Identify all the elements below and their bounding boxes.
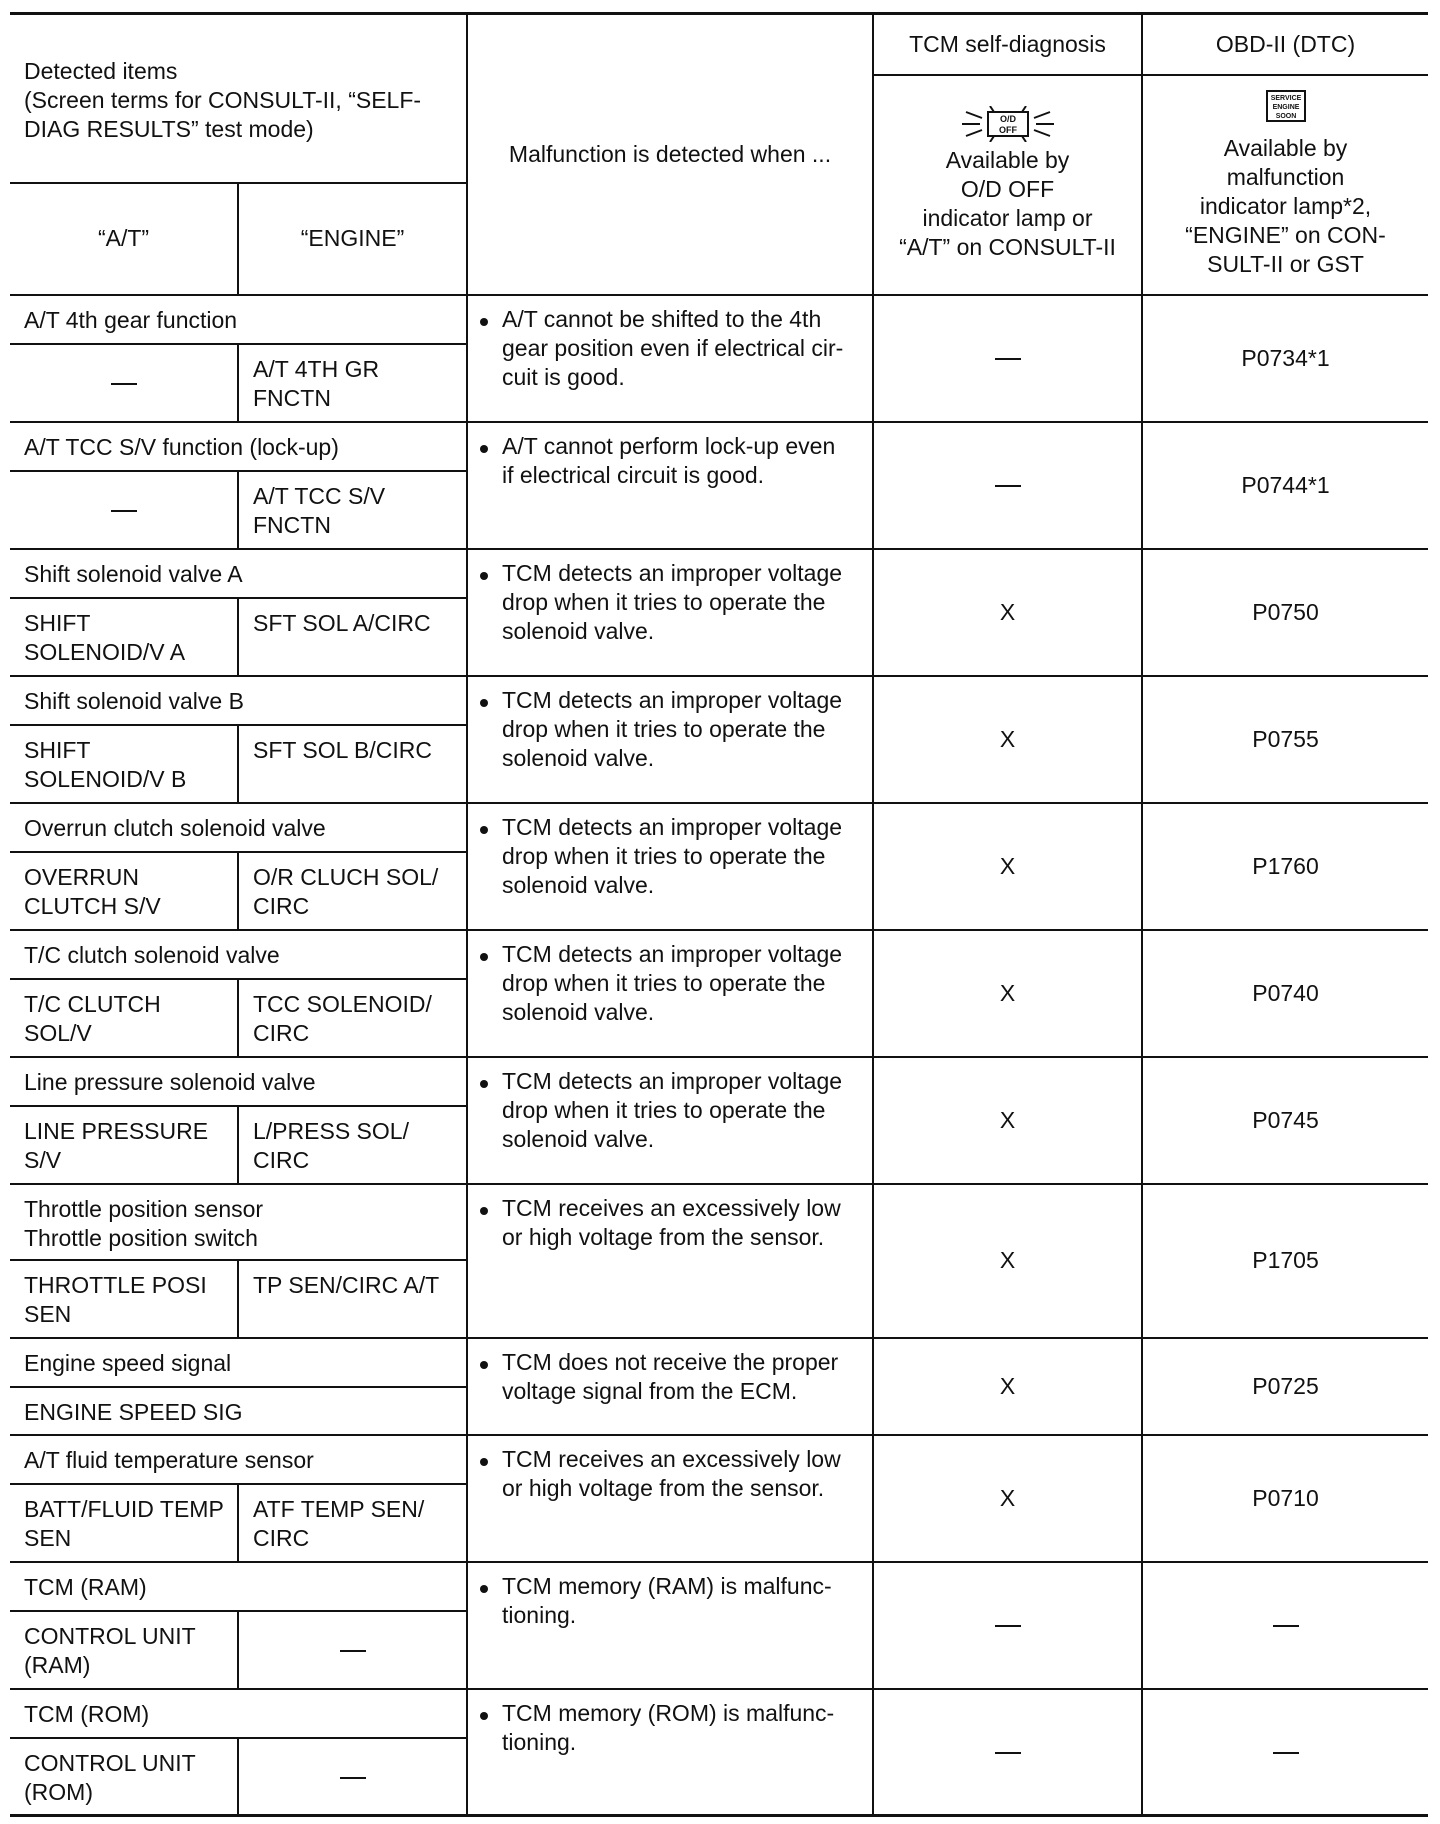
at-term: SHIFT SOLENOID/V B <box>24 736 187 792</box>
dash-icon <box>995 358 1021 360</box>
svg-text:SERVICE: SERVICE <box>1270 94 1301 102</box>
obd-available-text: Available by malfunction indicator lamp*2, “ENGINE” on CON- SULT-II or GST <box>1185 134 1386 277</box>
bullet-icon <box>480 318 488 326</box>
detected-item: Line pressure solenoid valve <box>10 1057 467 1106</box>
detected-item: Shift solenoid valve B <box>10 676 467 725</box>
obd-dtc-code: P0734*1 <box>1241 344 1330 371</box>
engine-term: SFT SOL A/CIRC <box>253 609 431 636</box>
malfunction-text: TCM detects an improper voltage drop when it tries to operate the solenoid valve. <box>502 559 843 644</box>
table-row <box>10 1184 1428 1260</box>
svg-text:ENGINE: ENGINE <box>1272 103 1299 111</box>
at-term: LINE PRESSURE S/V <box>24 1117 209 1173</box>
obd-dtc-code: P0745 <box>1252 1106 1319 1133</box>
bullet-icon <box>480 1585 488 1593</box>
tcm-self-diagnosis-cell <box>873 1338 1142 1435</box>
engine-term-cell <box>238 1484 467 1562</box>
tcm-self-diagnosis-value: X <box>999 1247 1016 1273</box>
dash-icon <box>340 1777 366 1779</box>
tcm-self-diagnosis-value: X <box>999 1484 1016 1511</box>
malfunction-text: TCM detects an improper voltage drop when it tries to operate the solenoid valve. <box>502 813 843 898</box>
malfunction-bullet-item <box>468 1185 872 1258</box>
bullet-icon <box>480 1361 488 1369</box>
malfunction-bullet-item <box>468 1563 872 1636</box>
bullet-icon <box>480 953 488 961</box>
at-term: CONTROL UNIT (ROM) <box>24 1749 196 1805</box>
tcm-self-diagnosis-cell <box>873 549 1142 676</box>
malfunction-bullet-item <box>468 1058 872 1160</box>
dash-icon <box>995 1625 1021 1627</box>
tcm-self-diagnosis-value: X <box>999 1106 1016 1133</box>
self-diagnosis-table <box>10 12 1428 1817</box>
svg-text:OFF: OFF <box>998 124 1017 135</box>
engine-term: ATF TEMP SEN/ CIRC <box>253 1495 425 1551</box>
svg-text:SOON: SOON <box>1275 112 1296 120</box>
header-tcm-available <box>873 75 1142 295</box>
tcm-self-diagnosis-cell <box>873 930 1142 1057</box>
dash-icon <box>1273 1752 1299 1754</box>
bullet-icon <box>480 699 488 707</box>
obd-dtc-cell <box>1142 1689 1428 1816</box>
malfunction-cell <box>467 803 873 930</box>
dash-icon <box>111 383 137 385</box>
engine-term: L/PRESS SOL/ CIRC <box>253 1117 409 1173</box>
dash-icon <box>1273 1625 1299 1627</box>
bullet-icon <box>480 1207 488 1215</box>
malfunction-bullet-item <box>468 677 872 779</box>
obd-dtc-cell <box>1142 1562 1428 1689</box>
dash-icon <box>995 1752 1021 1754</box>
detected-item: Shift solenoid valve A <box>10 549 467 598</box>
tcm-self-diagnosis-cell <box>873 1435 1142 1562</box>
obd-dtc-code: P0725 <box>1252 1372 1319 1399</box>
at-term: CONTROL UNIT (RAM) <box>24 1622 196 1678</box>
malfunction-cell <box>467 1338 873 1435</box>
header-detected-items-text: Detected items (Screen terms for CONSULT-II, “SELF- DIAG RESULTS” test mode) <box>24 58 422 142</box>
header-obd-available <box>1142 75 1428 295</box>
engine-term-cell <box>238 598 467 676</box>
tcm-self-diagnosis-cell <box>873 422 1142 549</box>
engine-term-cell <box>238 852 467 930</box>
bullet-icon <box>480 1458 488 1466</box>
service-engine-soon-lamp-icon <box>1266 90 1306 122</box>
at-term-cell <box>10 471 238 549</box>
malfunction-text: TCM detects an improper voltage drop when it tries to operate the solenoid valve. <box>502 940 843 1025</box>
tcm-self-diagnosis-value: X <box>999 852 1016 879</box>
tcm-self-diagnosis-value: X <box>999 1372 1016 1399</box>
engine-term: TP SEN/CIRC A/T <box>253 1271 440 1298</box>
at-term-cell <box>10 1106 238 1184</box>
obd-dtc-code: P1705 <box>1252 1247 1319 1273</box>
svg-text:O/D: O/D <box>999 113 1016 124</box>
malfunction-bullet-item <box>468 1690 872 1763</box>
engine-term-cell <box>238 725 467 803</box>
tcm-self-diagnosis-cell <box>873 803 1142 930</box>
at-term: SHIFT SOLENOID/V A <box>24 609 186 665</box>
table-row <box>10 676 1428 725</box>
obd-dtc-cell <box>1142 1057 1428 1184</box>
table-row <box>10 549 1428 598</box>
tcm-self-diagnosis-cell <box>873 676 1142 803</box>
tcm-self-diagnosis-cell <box>873 295 1142 422</box>
engine-term-cell <box>238 471 467 549</box>
malfunction-bullet-item <box>468 931 872 1033</box>
table-row <box>10 930 1428 979</box>
at-and-engine-term: ENGINE SPEED SIG <box>10 1387 467 1435</box>
bullet-icon <box>480 1080 488 1088</box>
engine-term-cell <box>238 1260 467 1338</box>
engine-term-cell <box>238 1738 467 1816</box>
tcm-self-diagnosis-cell <box>873 1184 1142 1338</box>
table-row <box>10 803 1428 852</box>
header-detected-items <box>10 14 467 183</box>
od-off-lamp-icon <box>958 106 1058 142</box>
at-term: OVERRUN CLUTCH S/V <box>24 863 161 919</box>
malfunction-text: TCM receives an excessively low or high voltage from the sensor. <box>502 1194 841 1250</box>
bullet-icon <box>480 445 488 453</box>
malfunction-bullet-item <box>468 550 872 652</box>
table-row <box>10 422 1428 471</box>
at-term-cell <box>10 344 238 422</box>
obd-dtc-cell <box>1142 803 1428 930</box>
obd-dtc-cell <box>1142 1184 1428 1338</box>
malfunction-text: TCM does not receive the proper voltage signal from the ECM. <box>502 1348 839 1404</box>
malfunction-bullet-item <box>468 296 872 398</box>
bullet-icon <box>480 572 488 580</box>
obd-dtc-code: P0710 <box>1252 1484 1319 1511</box>
engine-term: A/T 4TH GR FNCTN <box>253 355 380 411</box>
bullet-icon <box>480 826 488 834</box>
tcm-self-diagnosis-cell <box>873 1689 1142 1816</box>
table-row <box>10 1689 1428 1738</box>
malfunction-cell <box>467 1184 873 1338</box>
engine-term: O/R CLUCH SOL/ CIRC <box>253 863 439 919</box>
obd-dtc-cell <box>1142 1338 1428 1435</box>
obd-dtc-code: P0750 <box>1252 598 1319 625</box>
at-term: THROTTLE POSI SEN <box>24 1271 207 1327</box>
header-obd-dtc: OBD-II (DTC) <box>1142 14 1428 75</box>
malfunction-cell <box>467 422 873 549</box>
tcm-self-diagnosis-value: X <box>999 725 1016 752</box>
obd-dtc-cell <box>1142 422 1428 549</box>
at-term-cell <box>10 852 238 930</box>
tcm-self-diagnosis-cell <box>873 1562 1142 1689</box>
detected-item: Engine speed signal <box>10 1338 467 1387</box>
bullet-icon <box>480 1712 488 1720</box>
at-term-cell <box>10 1260 238 1338</box>
at-term-cell <box>10 979 238 1057</box>
detected-item: A/T 4th gear function <box>10 295 467 344</box>
at-term-cell <box>10 598 238 676</box>
table-row <box>10 1057 1428 1106</box>
header-malfunction: Malfunction is detected when ... <box>467 14 873 295</box>
header-engine-column: “ENGINE” <box>238 183 467 295</box>
detected-item: Throttle position sensor Throttle position switch <box>10 1184 467 1260</box>
obd-dtc-cell <box>1142 1435 1428 1562</box>
malfunction-bullet-item <box>468 1339 872 1412</box>
malfunction-cell <box>467 295 873 422</box>
obd-dtc-cell <box>1142 549 1428 676</box>
engine-term-cell <box>238 979 467 1057</box>
dash-icon <box>995 485 1021 487</box>
engine-term-cell <box>238 344 467 422</box>
table-row <box>10 1562 1428 1611</box>
obd-dtc-cell <box>1142 930 1428 1057</box>
diagnostic-table-document <box>10 12 1428 1817</box>
obd-dtc-cell <box>1142 295 1428 422</box>
malfunction-text: TCM memory (RAM) is malfunc- tioning. <box>502 1572 832 1628</box>
dash-icon <box>340 1650 366 1652</box>
malfunction-bullet-item <box>468 804 872 906</box>
table-row <box>10 295 1428 344</box>
detected-item: A/T TCC S/V function (lock-up) <box>10 422 467 471</box>
malfunction-cell <box>467 930 873 1057</box>
malfunction-text: A/T cannot be shifted to the 4th gear position even if electrical cir- cuit is good. <box>502 305 844 390</box>
malfunction-cell <box>467 1435 873 1562</box>
obd-dtc-code: P0740 <box>1252 979 1319 1006</box>
detected-item: Overrun clutch solenoid valve <box>10 803 467 852</box>
malfunction-text: TCM detects an improper voltage drop when it tries to operate the solenoid valve. <box>502 686 843 771</box>
malfunction-cell <box>467 549 873 676</box>
engine-term-cell <box>238 1106 467 1184</box>
obd-dtc-code: P1760 <box>1252 852 1319 879</box>
malfunction-cell <box>467 1689 873 1816</box>
dash-icon <box>111 510 137 512</box>
table-row <box>10 1435 1428 1484</box>
at-term-cell <box>10 725 238 803</box>
header-tcm-self-diagnosis: TCM self-diagnosis <box>873 14 1142 75</box>
obd-dtc-cell <box>1142 676 1428 803</box>
tcm-available-text: Available by O/D OFF indicator lamp or “A/T” on CONSULT-II <box>899 146 1116 260</box>
tcm-self-diagnosis-value: X <box>999 598 1016 625</box>
malfunction-bullet-item <box>468 1436 872 1509</box>
at-term: BATT/FLUID TEMP SEN <box>24 1495 224 1551</box>
malfunction-cell <box>467 1562 873 1689</box>
detected-item: T/C clutch solenoid valve <box>10 930 467 979</box>
detected-item: A/T fluid temperature sensor <box>10 1435 467 1484</box>
tcm-self-diagnosis-value: X <box>999 979 1016 1006</box>
at-term-cell <box>10 1611 238 1689</box>
malfunction-bullet-item <box>468 423 872 496</box>
engine-term: TCC SOLENOID/ CIRC <box>253 990 432 1046</box>
malfunction-text: TCM receives an excessively low or high voltage from the sensor. <box>502 1445 841 1501</box>
malfunction-text: TCM memory (ROM) is malfunc- tioning. <box>502 1699 835 1755</box>
header-at-column: “A/T” <box>10 183 238 295</box>
obd-dtc-code: P0744*1 <box>1241 471 1330 498</box>
engine-term: SFT SOL B/CIRC <box>253 736 432 763</box>
detected-item: TCM (RAM) <box>10 1562 467 1611</box>
malfunction-text: TCM detects an improper voltage drop when it tries to operate the solenoid valve. <box>502 1067 843 1152</box>
table-row <box>10 1338 1428 1387</box>
tcm-self-diagnosis-cell <box>873 1057 1142 1184</box>
malfunction-cell <box>467 1057 873 1184</box>
at-term: T/C CLUTCH SOL/V <box>24 990 161 1046</box>
malfunction-cell <box>467 676 873 803</box>
at-term-cell <box>10 1738 238 1816</box>
malfunction-text: A/T cannot perform lock-up even if electrical circuit is good. <box>502 432 836 488</box>
engine-term: A/T TCC S/V FNCTN <box>253 482 386 538</box>
engine-term-cell <box>238 1611 467 1689</box>
at-term-cell <box>10 1484 238 1562</box>
detected-item: TCM (ROM) <box>10 1689 467 1738</box>
obd-dtc-code: P0755 <box>1252 725 1319 752</box>
